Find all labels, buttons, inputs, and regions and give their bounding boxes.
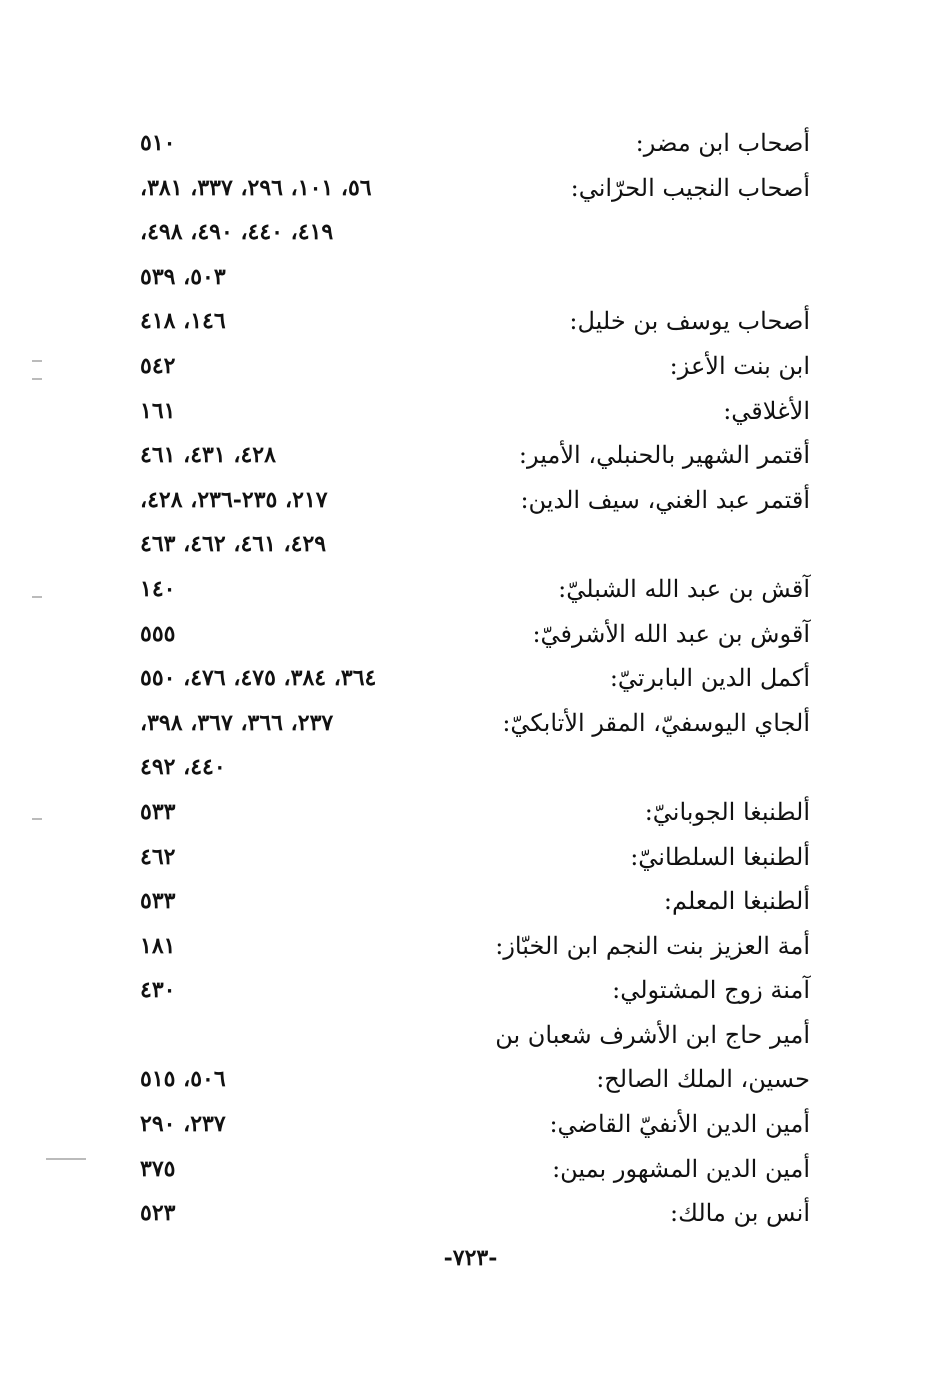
entry-pages: ٣٦٤، ٣٨٤، ٤٧٥، ٤٧٦، ٥٥٠ [140,665,377,692]
entry-term: أقتمر عبد الغني، سيف الدين: [520,485,810,514]
margin-mark [32,378,42,380]
entry-pages: ٤٢٨، ٤٣١، ٤٦١ [140,442,276,469]
entry-pages: ٤٣٠ [140,977,176,1004]
index-entry [140,1013,810,1058]
entry-term: آقوش بن عبد الله الأشرفيّ: [532,619,810,648]
entry-term: الأغلاقي: [723,396,810,425]
entry-term: أمة العزيز بنت النجم ابن الخبّاز: [495,931,810,960]
margin-mark [32,818,42,820]
entry-term: ألطنبغا الجوبانيّ: [644,797,810,826]
index-entry [140,1057,810,1102]
index-entry [140,879,810,924]
entry-pages: ٥٠٣، ٥٣٩ [140,263,226,290]
entry-pages: ٢٣٧، ٣٦٦، ٣٦٧، ٣٩٨، [140,709,334,736]
index-entry [140,1102,810,1147]
index-entry [140,389,810,434]
entry-term: أقتمر الشهير بالحنبلي، الأمير: [518,441,810,470]
index-entry [140,656,810,701]
index-entry [140,701,810,746]
entry-pages: ٥٥٥ [140,620,176,647]
entry-term: أمين الدين الأنفيّ القاضي: [549,1110,810,1139]
index-entry [140,210,810,255]
index-entry [140,344,810,389]
margin-mark [32,360,42,362]
index-entry [140,255,810,300]
index-entry [140,612,810,657]
entry-pages: ١٨١ [140,932,176,959]
entry-term: أمير حاج ابن الأشرف شعبان بن [495,1020,810,1049]
entry-term: أمين الدين المشهور بمين: [552,1154,810,1183]
index-entry [140,567,810,612]
entry-term: أصحاب يوسف بن خليل: [569,307,810,336]
entry-term: أكمل الدين البابرتيّ: [609,664,810,693]
entry-pages: ٢١٧، ٢٣٥-٢٣٦، ٤٢٨، [140,486,328,513]
margin-mark [32,596,42,598]
index-entry [140,522,810,567]
entry-pages: ٥٢٣ [140,1200,176,1227]
entry-pages: ٤٤٠، ٤٩٢ [140,754,226,781]
entry-pages: ٢٣٧، ٢٩٠ [140,1111,226,1138]
entry-pages: ٥٣٣ [140,798,176,825]
page-number: -٧٢٣- [443,1245,498,1271]
entry-pages: ١٤٠ [140,575,176,602]
entry-pages: ٤١٩، ٤٤٠، ٤٩٠، ٤٩٨، [140,219,334,246]
entry-pages: ٥٠٦، ٥١٥ [140,1066,226,1093]
entry-term: ابن بنت الأعز: [669,351,810,380]
entry-term: ألطنبغا السلطانيّ: [630,842,810,871]
entry-pages: ٤٢٩، ٤٦١، ٤٦٢، ٤٦٣ [140,531,327,558]
index-entry [140,433,810,478]
entry-term: أصحاب النجيب الحرّاني: [570,173,810,202]
index-entry [140,790,810,835]
entry-term: أنس بن مالك: [670,1199,810,1228]
entry-pages: ٤٦٢ [140,843,176,870]
entry-pages: ٥٦، ١٠١، ٢٩٦، ٣٣٧، ٣٨١، [140,174,372,201]
entry-pages: ١٦١ [140,397,176,424]
index-list [140,121,810,1236]
index-entry [140,968,810,1013]
entry-term: آقش بن عبد الله الشبليّ: [558,574,810,603]
entry-term: ألجاي اليوسفيّ، المقر الأتابكيّ: [502,708,810,737]
entry-term: حسين، الملك الصالح: [596,1065,810,1094]
index-entry [140,166,810,211]
index-entry [140,1147,810,1192]
entry-term: ألطنبغا المعلم: [663,887,810,916]
entry-pages: ١٤٦، ٤١٨ [140,308,226,335]
index-entry [140,299,810,344]
entry-term: أصحاب ابن مضر: [635,129,810,157]
entry-pages: ٥١٠ [140,130,176,156]
entry-term: آمنة زوج المشتولي: [612,976,810,1005]
index-entry [140,478,810,523]
index-entry [140,835,810,880]
index-entry [140,121,810,166]
index-entry [140,1191,810,1236]
margin-mark [46,1158,86,1160]
entry-pages: ٣٧٥ [140,1155,176,1182]
index-entry [140,924,810,969]
index-entry [140,745,810,790]
entry-pages: ٥٣٣ [140,888,176,915]
entry-pages: ٥٤٢ [140,352,176,379]
